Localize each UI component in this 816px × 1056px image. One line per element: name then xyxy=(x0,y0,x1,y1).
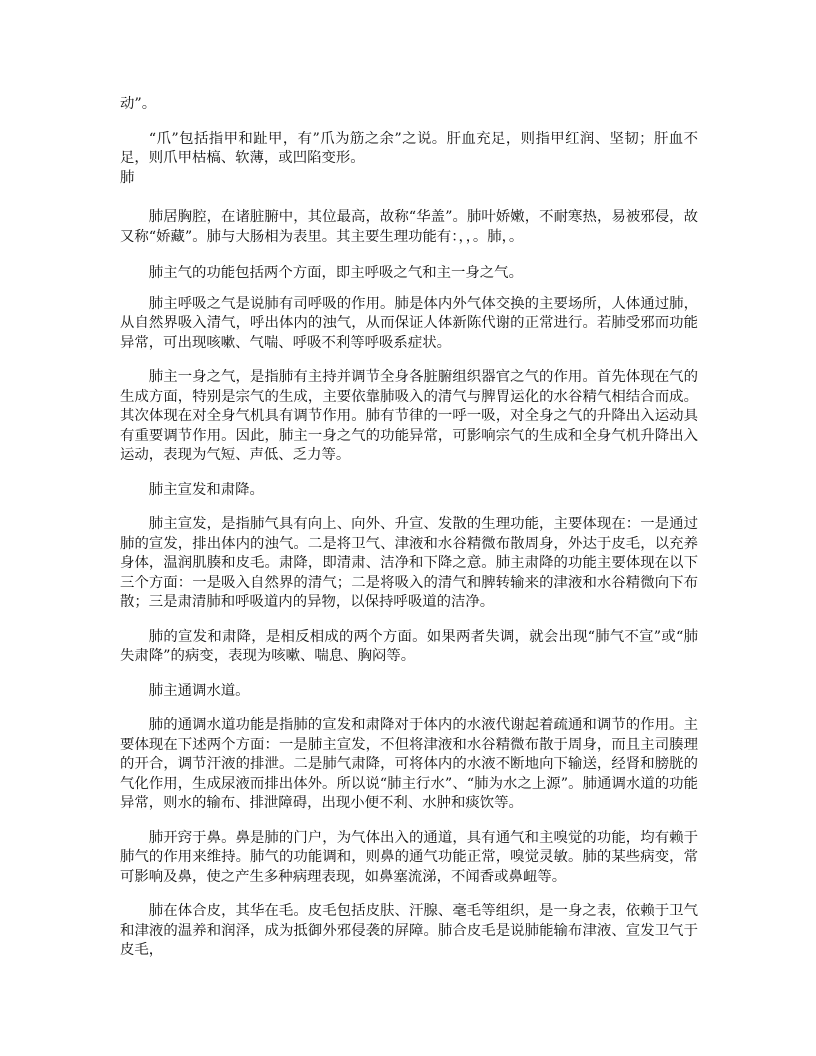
paragraph-lung-qi: 肺主气的功能包括两个方面，即主呼吸之气和主一身之气。 xyxy=(148,265,523,281)
paragraph-water-passage: 肺的通调水道功能是指肺的宣发和肃降对于体内的水液代谢起着疏通和调节的作用。主要体现在下述两个方面：一是肺主宣发，不但将津液和水谷精微布散于周身，而且主司腠理的开合，调节汗液的排泄。二是肺气肃降，可将体内的水液不断地向下输送，经肾和膀胱的气化作用，生成尿液而排出体外。所以说“肺主行水”、“肺为水之上源”。肺通调水道的功能异常，则水的输布、排泄障碍，出现小便不利、水肿和痰饮等。 xyxy=(120,717,698,811)
paragraph-nose: 肺开窍于鼻。鼻是肺的门户，为气体出入的通道，具有通气和主嗅觉的功能，均有赖于肺气的作用来维持。肺气的功能调和，则鼻的通气功能正常，嗅觉灵敏。肺的某些病变，常可影响及鼻，使之产生多种病理表现，如鼻塞流涕，不闻香或鼻衄等。 xyxy=(120,829,698,885)
subheading-water-passage: 肺主通调水道。 xyxy=(148,682,250,699)
paragraph-continuation: 动”。 xyxy=(120,96,157,112)
paragraph-breathing-qi: 肺主呼吸之气是说肺有司呼吸的作用。肺是体内外气体交换的主要场所，人体通过肺，从自然界吸入清气，呼出体内的浊气，从而保证人体新陈代谢的正常进行。若肺受邪而功能异常，可出现咳嗽、气喘、呼吸不利等呼吸系症状。 xyxy=(120,295,698,351)
paragraph-dispersing-balance: 肺的宣发和肃降，是相反相成的两个方面。如果两者失调，就会出现“肺气不宣”或“肺失肃降”的病变，表现为咳嗽、喘息、胸闷等。 xyxy=(120,628,698,664)
paragraph-lung-intro: 肺居胸腔，在诸脏腑中，其位最高，故称“华盖”。肺叶娇嫩，不耐寒热，易被邪侵，故又称“娇藏”。肺与大肠相为表里。其主要生理功能有：，，。肺，。 xyxy=(120,209,698,245)
paragraph-dispersing: 肺主宣发，是指肺气具有向上、向外、升宣、发散的生理功能，主要体现在：一是通过肺的宣发，排出体内的浊气。二是将卫气、津液和水谷精微布散周身，外达于皮毛，以充养身体，温润肌腠和皮毛。肃降，即清肃、洁净和下降之意。肺主肃降的功能主要体现在以下三个方面：一是吸入自然界的清气；二是将吸入的清气和脾转输来的津液和水谷精微向下布散；三是肃清肺和呼吸道内的异物，以保持呼吸道的洁净。 xyxy=(120,516,698,610)
subheading-dispersing-descending: 肺主宣发和肃降。 xyxy=(148,481,264,498)
paragraph-skin-hair: 肺在体合皮，其华在毛。皮毛包括皮肤、汗腺、毫毛等组织，是一身之表，依赖于卫气和津液的温养和润泽，成为抵御外邪侵袭的屏障。肺合皮毛是说肺能输布津液、宣发卫气于皮毛， xyxy=(120,903,698,958)
paragraph-body-qi: 肺主一身之气，是指肺有主持并调节全身各脏腑组织器官之气的作用。首先体现在气的生成方面，特别是宗气的生成，主要依靠肺吸入的清气与脾胃运化的水谷精气相结合而成。其次体现在对全身气机具有调节作用。肺有节律的一呼一吸，对全身之气的升降出入运动具有重要调节作用。因此，肺主一身之气的功能异常，可影响宗气的生成和全身气机升降出入运动，表现为气短、声低、乏力等。 xyxy=(120,369,698,463)
paragraph-nails: “爪”包括指甲和趾甲，有”爪为筋之余”之说。肝血充足，则指甲红润、坚韧；肝血不足，则爪甲枯槁、软薄，或凹陷变形。 xyxy=(120,130,698,166)
document-page xyxy=(120,95,698,976)
section-heading-lung: 肺 xyxy=(120,169,135,186)
